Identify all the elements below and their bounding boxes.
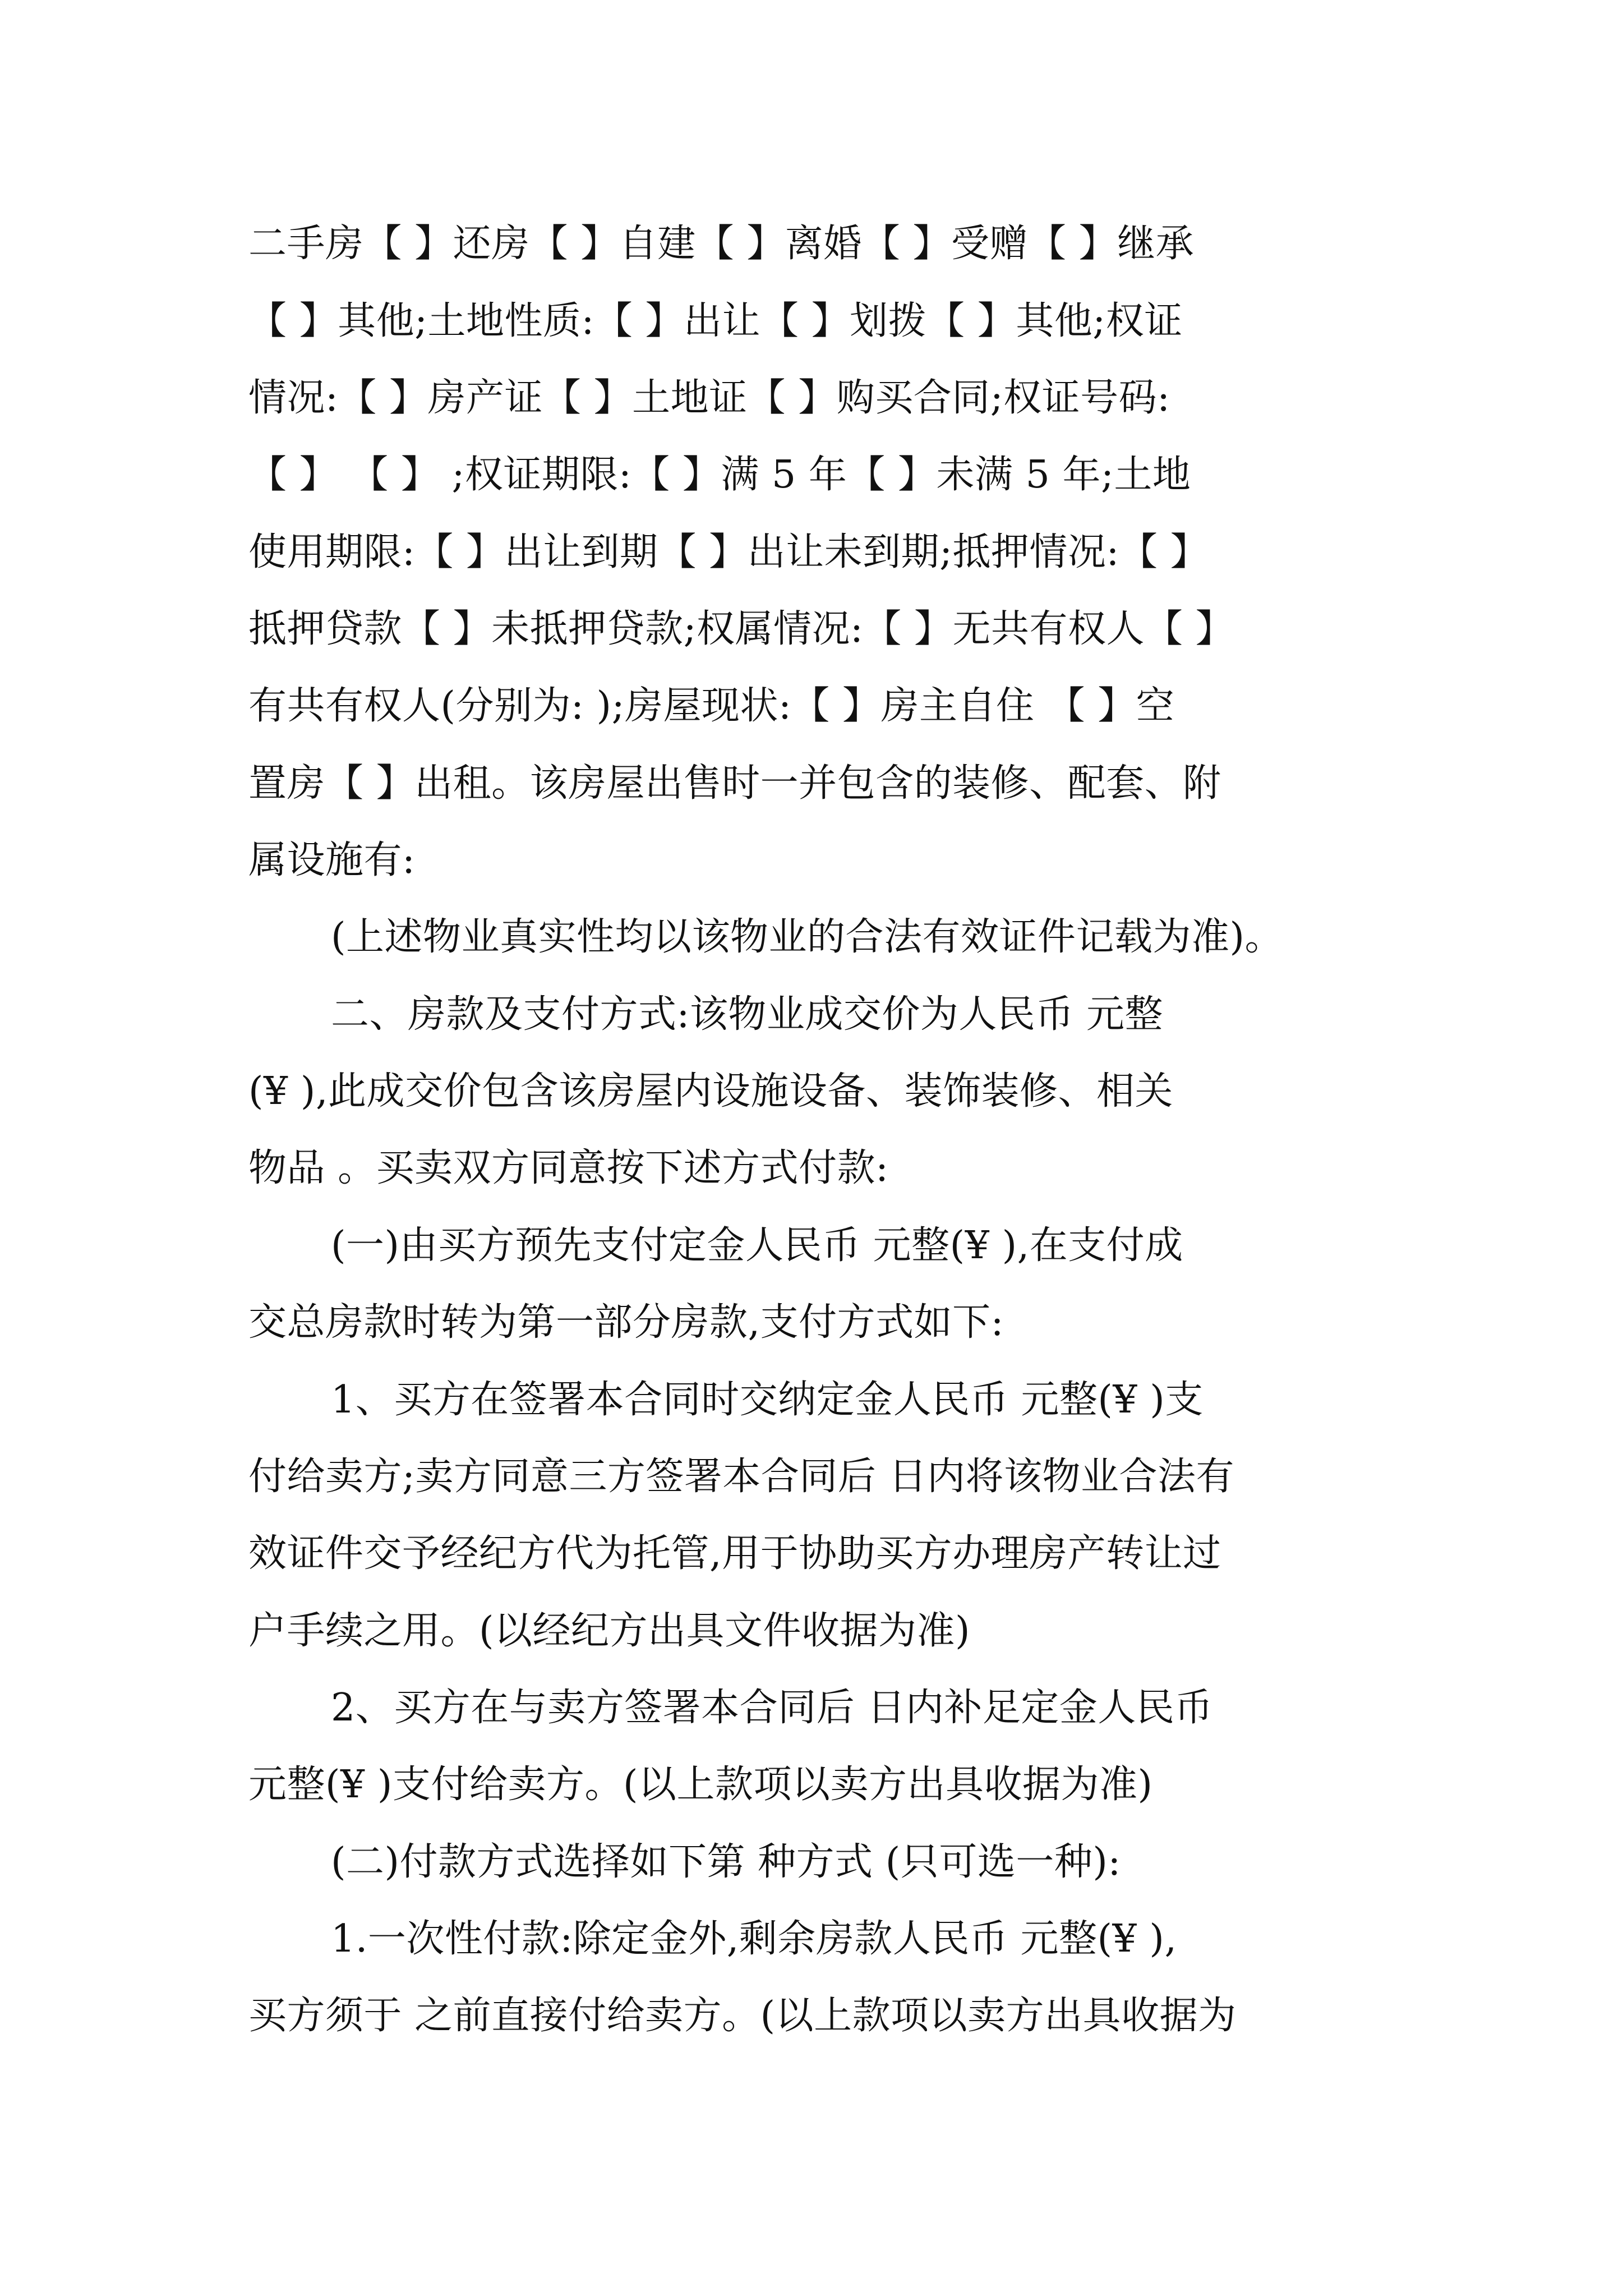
section-heading: 二、房款及支付方式:该物业成交价为人民币 元整 (331, 992, 1164, 1037)
text-line: 情况:【 】房产证【 】土地证【 】购买合同;权证号码: (248, 376, 1170, 420)
text-line: 元整(¥ )支付给卖方。(以上款项以卖方出具收据为准) (248, 1763, 1153, 1807)
text-line: 属设施有: (248, 838, 416, 882)
text-line: (上述物业真实性均以该物业的合法有效证件记载为准)。 (331, 915, 1284, 959)
text-line: 效证件交予经纪方代为托管,用于协助买方办理房产转让过 (248, 1531, 1221, 1576)
text-line: 交总房款时转为第一部分房款,支付方式如下: (248, 1300, 1004, 1345)
text-line: 二手房【 】还房【 】自建【 】离婚【 】受赠【 】继承 (248, 222, 1195, 266)
text-line: (¥ ),此成交价包含该房屋内设施设备、装饰装修、相关 (248, 1069, 1174, 1114)
text-line: 【 】 【 】 ;权证期限:【 】满 5 年【 】未满 5 年;土地 (248, 453, 1191, 497)
text-line: 物品 。买卖双方同意按下述方式付款: (248, 1146, 889, 1190)
text-line: (二)付款方式选择如下第 种方式 (只可选一种): (331, 1840, 1121, 1884)
text-line: 1、买方在签署本合同时交纳定金人民币 元整(¥ )支 (331, 1378, 1204, 1422)
text-line: 1.一次性付款:除定金外,剩余房款人民币 元整(¥ ), (331, 1917, 1177, 1961)
text-line: 2、买方在与卖方签署本合同后 日内补足定金人民币 (331, 1686, 1213, 1730)
text-line: 有共有权人(分别为: );房屋现状:【 】房主自住 【 】空 (248, 684, 1175, 728)
text-line: 付给卖方;卖方同意三方签署本合同后 日内将该物业合法有 (248, 1455, 1235, 1499)
text-line: 置房【 】出租。该房屋出售时一并包含的装修、配套、附 (248, 761, 1221, 806)
text-line: 买方须于 之前直接付给卖方。(以上款项以卖方出具收据为 (248, 1994, 1237, 2038)
text-line: 使用期限:【 】出让到期【 】出让未到期;抵押情况:【 】 (248, 530, 1209, 574)
text-line: 抵押贷款【 】未抵押贷款;权属情况:【 】无共有权人【 】 (248, 607, 1234, 651)
text-line: (一)由买方预先支付定金人民币 元整(¥ ),在支付成 (331, 1223, 1183, 1268)
text-line: 户手续之用。(以经纪方出具文件收据为准) (248, 1609, 971, 1653)
text-line: 【 】其他;土地性质:【 】出让【 】划拨【 】其他;权证 (248, 299, 1183, 343)
